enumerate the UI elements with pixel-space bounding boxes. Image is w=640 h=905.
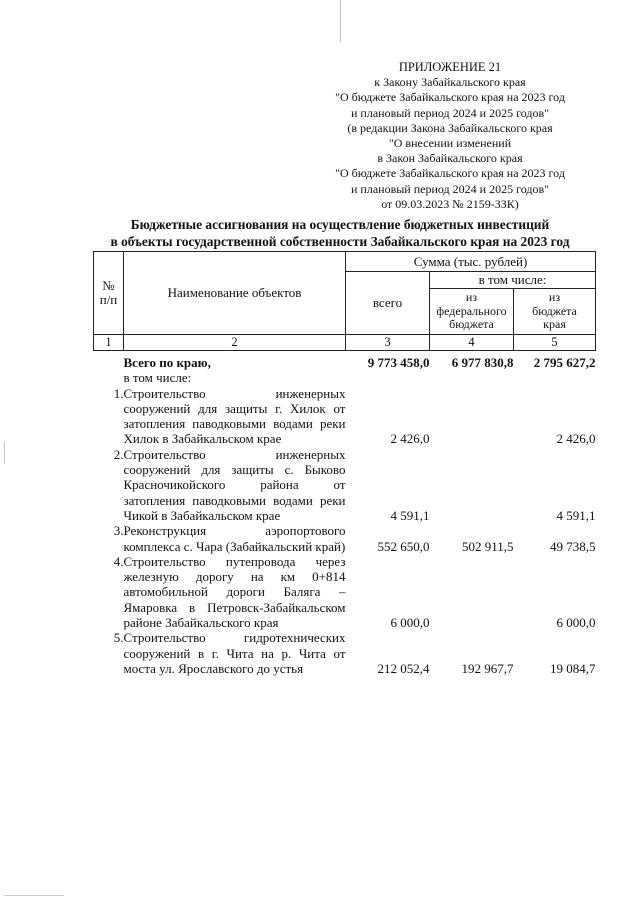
column-number: 4: [430, 335, 514, 351]
row-regional: 6 000,0: [556, 615, 596, 631]
row-number: 1.: [113, 385, 124, 401]
row-number: 5.: [113, 630, 124, 646]
row-name: Строительство гидротехнических сооружений в г. Чита на р. Чита от моста ул. Ярославского до устья: [123, 630, 346, 676]
column-number: 5: [514, 335, 596, 351]
row-name: Строительство путепровода через железную дорогу на км 0+814 автомобильной дороги Балягa – Ямаровка в Петровск-Забайкальском районе Забайкальского края: [123, 553, 346, 631]
header-sum: Сумма (тыс. рублей): [346, 252, 596, 272]
title-line-2: в объекты государственной собственности Забайкальского края на 2023 год: [110, 234, 570, 249]
appendix-line: "О бюджете Забайкальского края на 2023 год: [335, 166, 565, 181]
header-including: в том числе:: [430, 272, 596, 289]
total-federal: 6 977 830,8: [451, 355, 514, 370]
appendix-block: [300, 60, 600, 212]
row-number: 3.: [113, 523, 124, 539]
row-name: Строительство инженерных сооружений для защиты г. Хилок от затопления паводковыми водами реки Хилок в Забайкальском крае: [123, 385, 346, 447]
row-federal: [430, 386, 514, 447]
appendix-line: в Закон Забайкальского края: [377, 151, 523, 166]
appendix-line: и плановый период 2024 и 2025 годов": [350, 105, 550, 120]
appendix-line: "О внесении изменений: [388, 136, 512, 151]
row-number: 2.: [113, 446, 124, 462]
appendix-line: "О бюджете Забайкальского края на 2023 год: [335, 90, 565, 105]
row-federal: 502 911,5: [461, 538, 514, 554]
table-row: [94, 386, 596, 447]
row-total: 552 650,0: [377, 538, 430, 554]
column-number: 1: [94, 335, 124, 351]
title-line-1: Бюджетные ассигнования на осуществление бюджетных инвестиций: [130, 217, 550, 232]
total-sublabel: в том числе:: [123, 370, 192, 386]
column-number: 3: [346, 335, 430, 351]
total-label: Всего по краю,: [123, 355, 211, 370]
header-total: всего: [346, 272, 430, 335]
header-federal: из федерального бюджета: [430, 289, 514, 335]
row-regional: 4 591,1: [556, 507, 596, 523]
table-row: [94, 447, 596, 523]
row-name: Строительство инженерных сооружений для защиты с. Быково Красночикойского района от затопления паводковыми водами реки Чикой в Забайкальском крае: [123, 446, 346, 523]
header-name: Наименование объектов: [124, 252, 346, 335]
table-row: [94, 554, 596, 630]
row-regional: 2 426,0: [556, 431, 596, 447]
row-federal: [430, 447, 514, 523]
total-row: [94, 355, 596, 370]
header-regional: из бюджета края: [514, 289, 596, 335]
scan-mark: [340, 0, 341, 42]
column-number: 2: [124, 335, 346, 351]
appendix-line: и плановый период 2024 и 2025 годов": [350, 181, 550, 196]
row-name: Реконструкция аэропортового комплекса с. Чара (Забайкальский край): [123, 523, 346, 554]
total-sum: 9 773 458,0: [367, 355, 430, 370]
header-number: № п/п: [94, 252, 124, 335]
document-title: [60, 216, 620, 250]
appendix-line: (в редакции Закона Забайкальского края: [347, 120, 553, 135]
budget-table: [93, 251, 596, 676]
appendix-line: от 09.03.2023 № 2159-ЗЗК): [381, 196, 519, 211]
row-total: 4 591,1: [390, 507, 430, 523]
row-federal: [430, 554, 514, 630]
scan-mark: [4, 442, 5, 464]
row-total: 2 426,0: [390, 431, 430, 447]
total-regional: 2 795 627,2: [533, 355, 596, 370]
row-regional: 49 738,5: [550, 538, 596, 554]
appendix-line: ПРИЛОЖЕНИЕ 21: [398, 60, 502, 74]
row-federal: 192 967,7: [461, 660, 514, 676]
row-number: 4.: [113, 553, 124, 569]
table-row: [94, 630, 596, 676]
appendix-line: к Закону Забайкальского края: [374, 75, 526, 90]
row-regional: 19 084,7: [550, 660, 596, 676]
row-total: 6 000,0: [390, 615, 430, 631]
row-total: 212 052,4: [377, 660, 430, 676]
table-row: [94, 523, 596, 554]
scan-mark: [4, 895, 64, 896]
